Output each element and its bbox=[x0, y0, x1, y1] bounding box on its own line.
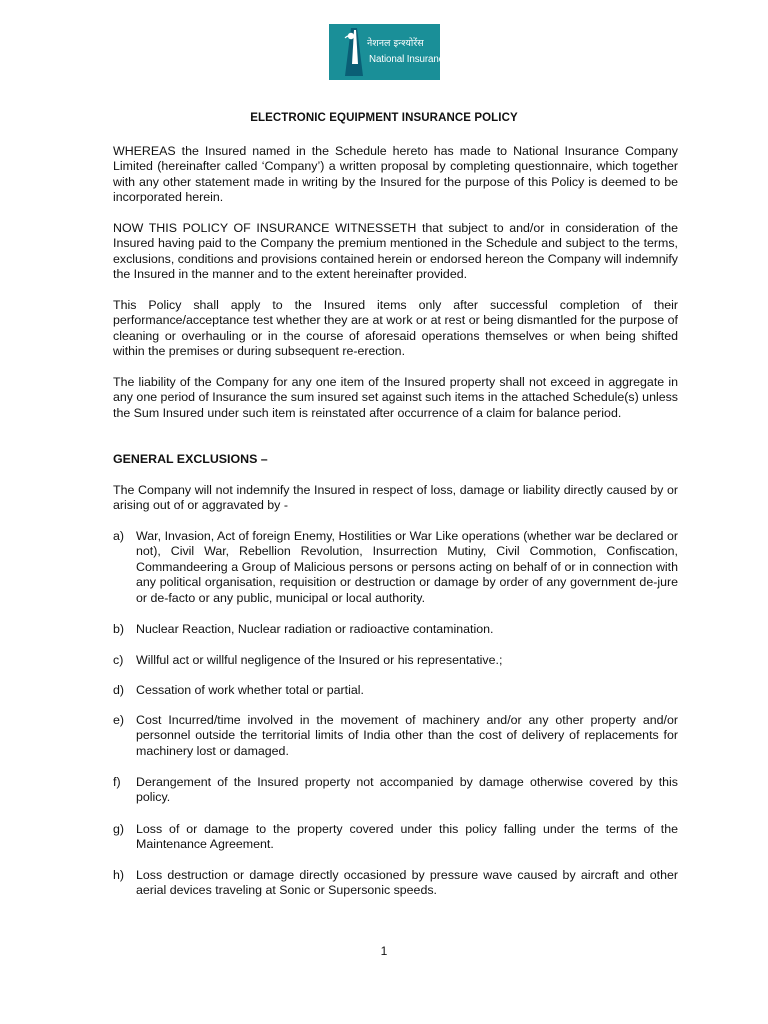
exclusion-item bbox=[113, 653, 678, 668]
exclusion-item bbox=[113, 822, 678, 853]
exclusion-text: Nuclear Reaction, Nuclear radiation or radioactive contamination. bbox=[136, 622, 494, 636]
logo-emblem-icon bbox=[329, 24, 440, 80]
exclusion-item bbox=[113, 868, 678, 899]
page-number: 1 bbox=[380, 944, 388, 958]
exclusion-marker: h) bbox=[113, 868, 125, 882]
exclusion-marker: d) bbox=[113, 683, 125, 697]
exclusion-marker: g) bbox=[113, 822, 125, 836]
exclusion-item bbox=[113, 683, 678, 698]
logo-english-text: National Insurance bbox=[369, 54, 449, 65]
exclusion-text: Willful act or willful negligence of the Insured or his representative.; bbox=[136, 653, 503, 667]
exclusion-text: Loss of or damage to the property covered under this policy falling under the terms of the Maintenance Agreement. bbox=[136, 822, 678, 852]
paragraph-applicability: This Policy shall apply to the Insured items only after successful completion of their performance/acceptance test whether they are at work or at rest or being dismantled for the purpose of cleaning or overhauling or in the course of aforesaid operations themselves or when being shifted within the premises or during subsequent re-erection. bbox=[113, 298, 678, 359]
exclusion-text: Cost Incurred/time involved in the movement of machinery and/or any other property and/or personnel outside the territorial limits of India other than the cost of delivery of replacements for machinery lost or damaged. bbox=[136, 713, 678, 758]
document-title: ELECTRONIC EQUIPMENT INSURANCE POLICY bbox=[250, 112, 518, 124]
exclusion-marker: a) bbox=[113, 529, 125, 543]
exclusion-marker: b) bbox=[113, 622, 125, 636]
general-exclusions-heading: GENERAL EXCLUSIONS – bbox=[113, 452, 268, 466]
exclusion-marker: f) bbox=[113, 775, 121, 789]
paragraph-liability: The liability of the Company for any one item of the Insured property shall not exceed in aggregate in any one period of Insurance the sum insured set against such items in the attached Schedule(s) unless the Sum Insured under such item is reinstated after occurrence of a claim for balance period. bbox=[113, 375, 678, 420]
exclusion-text: Cessation of work whether total or partial. bbox=[136, 683, 364, 697]
exclusion-marker: c) bbox=[113, 653, 124, 667]
exclusion-marker: e) bbox=[113, 713, 125, 727]
exclusion-text: War, Invasion, Act of foreign Enemy, Hostilities or War Like operations (whether war be declared or not), Civil War, Rebellion Revolution, Insurrection Mutiny, Civil Commotion, Confiscation, Commandeering a Group of Malicious persons or persons acting on behalf of or in connection with any political organisation, requisition or destruction or damage by order of any government de-jure or de-facto or any public, municipal or local authority. bbox=[136, 529, 678, 605]
exclusion-item bbox=[113, 775, 678, 806]
exclusion-item bbox=[113, 713, 678, 759]
exclusion-text: Derangement of the Insured property not accompanied by damage otherwise covered by this policy. bbox=[136, 775, 678, 805]
paragraph-whereas: WHEREAS the Insured named in the Schedule hereto has made to National Insurance Company Limited (hereinafter called ‘Company’) a written proposal by completing questionnaire, which together with any other statement made in writing by the Insured for the purpose of this Policy is deemed to be incorporated herein. bbox=[113, 144, 678, 205]
exclusion-item bbox=[113, 622, 678, 637]
logo-hindi-text: नेशनल इन्श्योरेंस bbox=[367, 38, 424, 49]
paragraph-witnesseth: NOW THIS POLICY OF INSURANCE WITNESSETH that subject to and/or in consideration of the Insured having paid to the Company the premium mentioned in the Schedule and subject to the terms, exclusions, conditions and provisions contained herein or endorsed hereon the Company will indemnify the Insured in the manner and to the extent hereinafter provided. bbox=[113, 221, 678, 282]
exclusion-text: Loss destruction or damage directly occasioned by pressure wave caused by aircraft and other aerial devices traveling at Sonic or Supersonic speeds. bbox=[136, 868, 678, 898]
exclusion-item bbox=[113, 529, 678, 606]
national-insurance-logo bbox=[329, 24, 449, 80]
exclusions-intro: The Company will not indemnify the Insured in respect of loss, damage or liability directly caused by or arising out of or aggravated by - bbox=[113, 483, 678, 513]
